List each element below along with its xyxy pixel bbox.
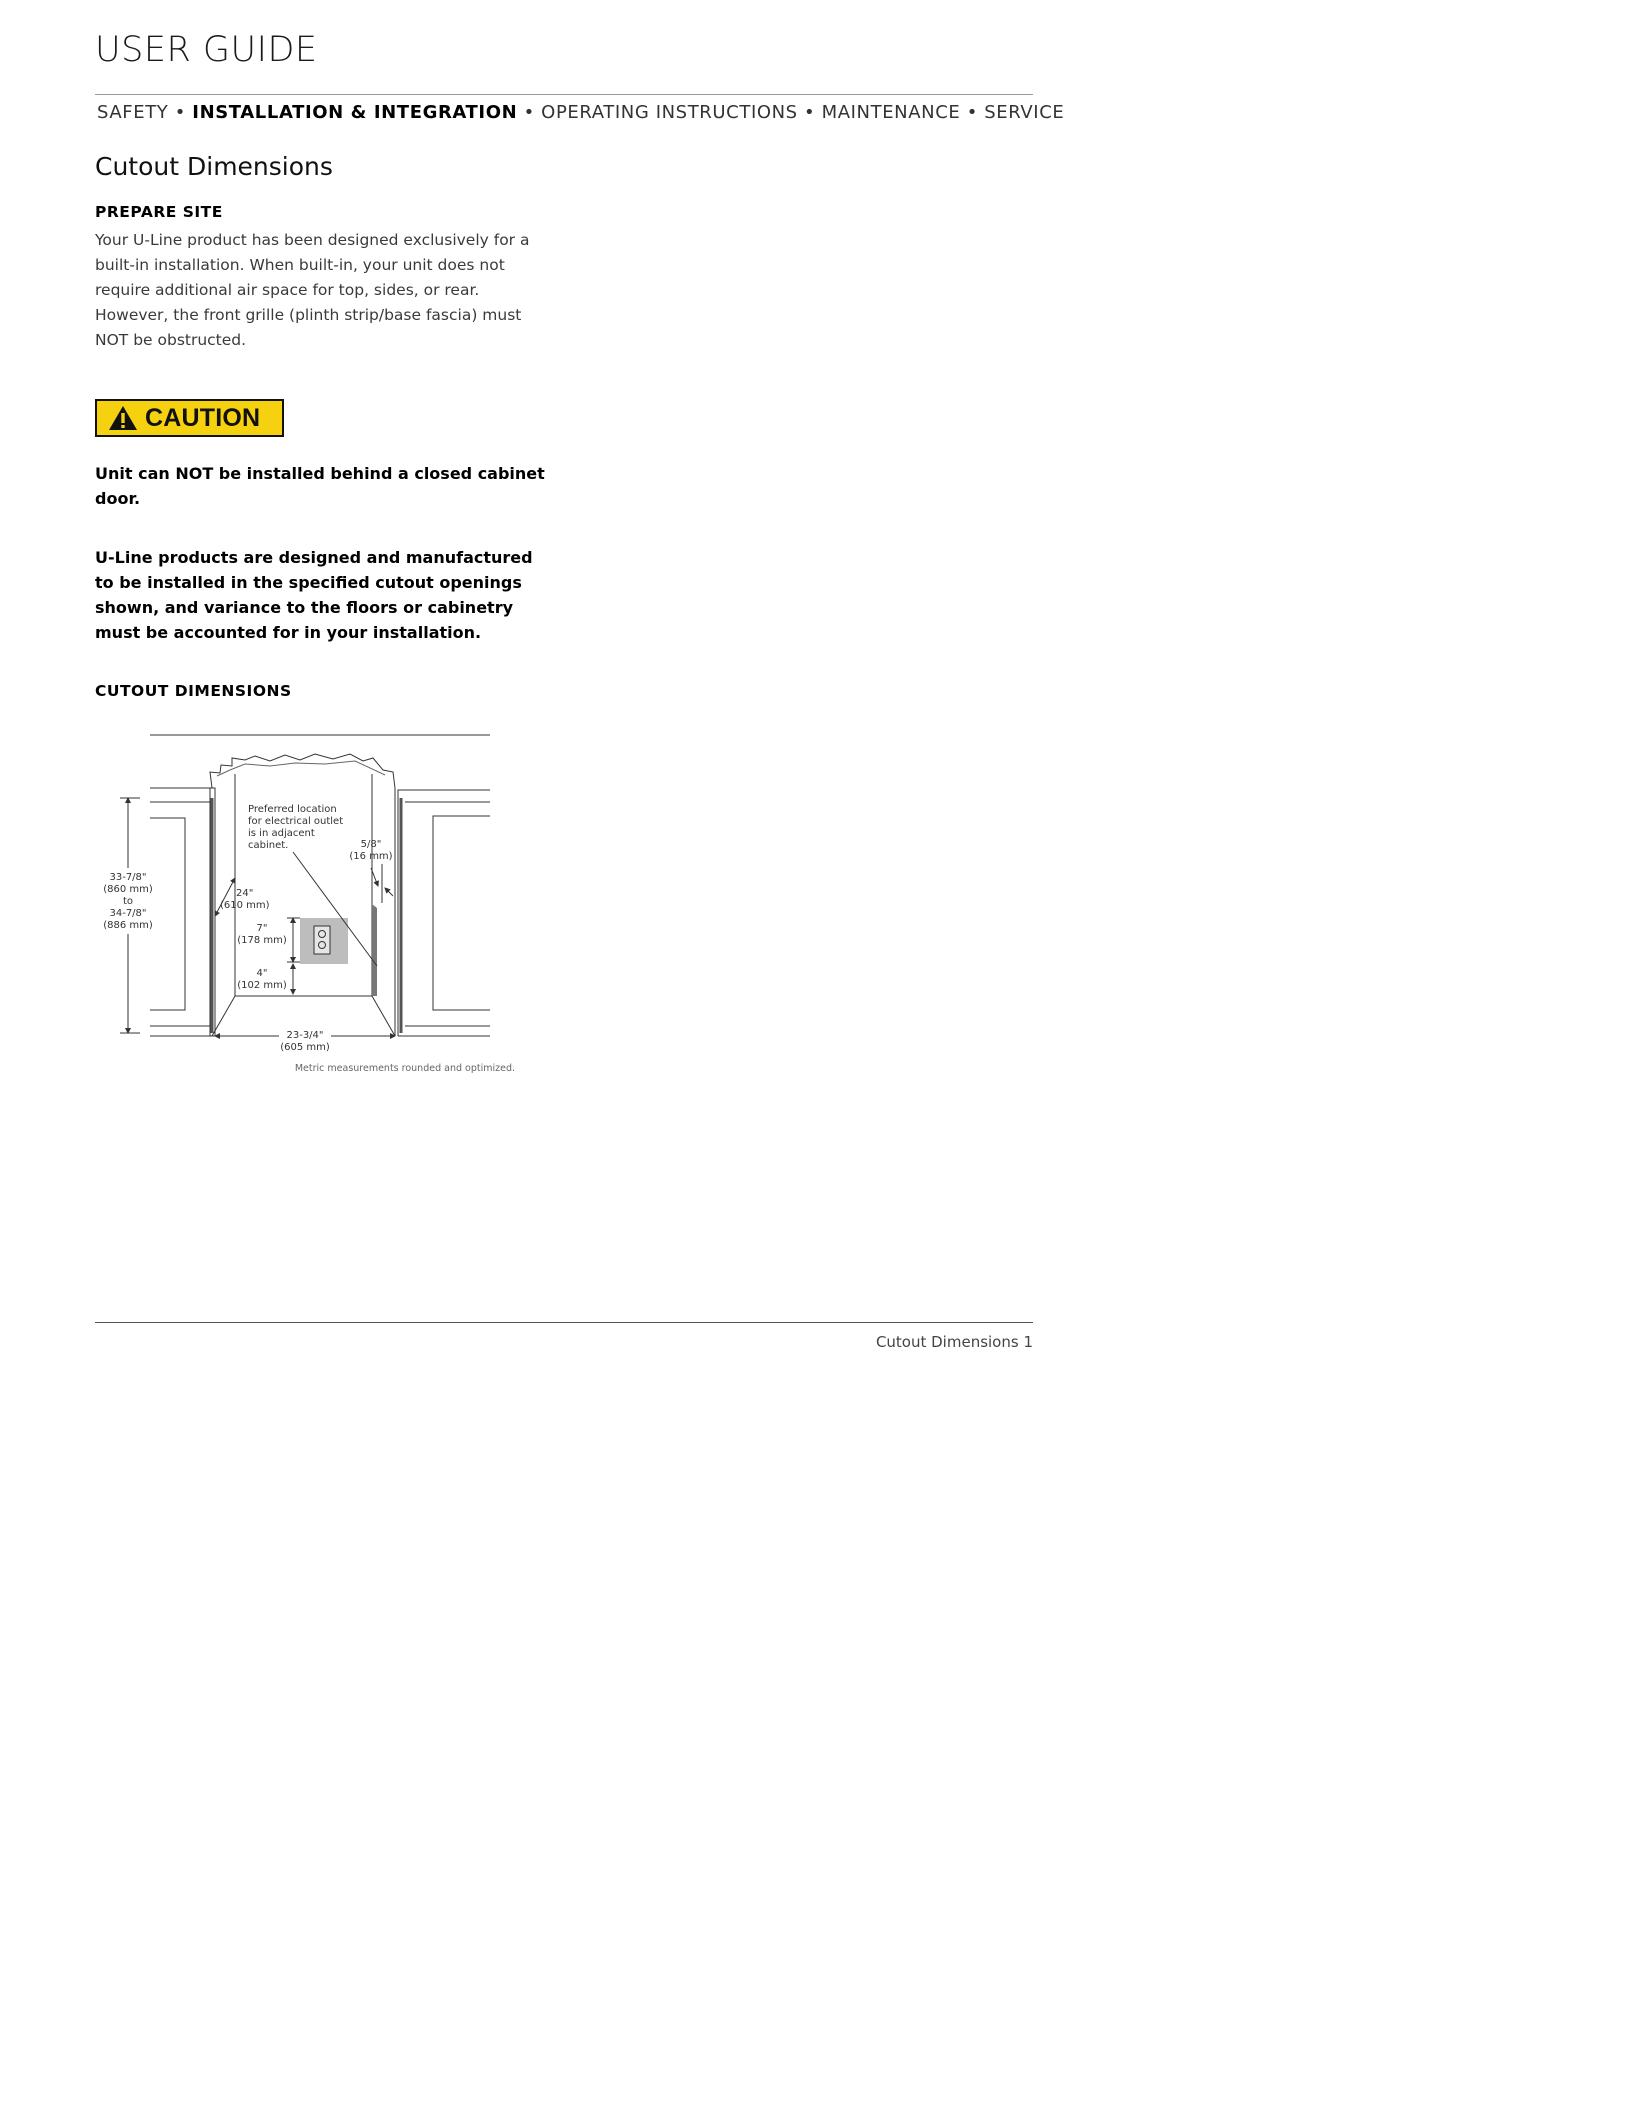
outlet-floor-label-1: 4" [256, 968, 268, 979]
nav-current-installation: INSTALLATION & INTEGRATION [192, 102, 518, 123]
outlet-note-line2: for electrical outlet [248, 816, 344, 827]
section-heading: Cutout Dimensions [95, 152, 333, 181]
nav-separator: • [960, 102, 985, 123]
height-label-2: (860 mm) [103, 884, 153, 895]
left-cabinet [150, 788, 215, 1036]
caution-warning-2: U-Line products are designed and manufactured to be installed in the specified cutout openings shown, and variance to the floors or cabinetry must be accounted for in your installation. [95, 548, 533, 642]
outlet-height-label-1: 7" [256, 923, 268, 934]
width-label-1: 23-3/4" [286, 1030, 324, 1041]
right-cabinet [398, 790, 490, 1036]
document-title: USER GUIDE [95, 30, 318, 70]
nav-separator: • [797, 102, 822, 123]
height-label-4: 34-7/8" [109, 908, 147, 919]
nav-operating: OPERATING INSTRUCTIONS [541, 102, 798, 123]
nav-service: SERVICE [984, 102, 1065, 123]
page-footer: Cutout Dimensions 1 [875, 1333, 1033, 1351]
depth-label-1: 24" [236, 888, 254, 899]
outlet-note-line1: Preferred location [248, 804, 337, 815]
outlet-note-line3: is in adjacent [248, 828, 315, 839]
metric-footnote: Metric measurements rounded and optimized. [294, 1063, 515, 1074]
height-label-5: (886 mm) [103, 920, 153, 931]
section-breadcrumb [97, 102, 1064, 123]
outlet-floor-label-2: (102 mm) [237, 980, 287, 991]
prepare-site-paragraph: Your U-Line product has been designed exclusively for a built-in installation. When built-in, your unit does not require additional air space for top, sides, or rear. However, the front grille (plinth strip/base fascia) must NOT be obstructed. [95, 231, 530, 349]
wall-break-top [210, 754, 395, 788]
floor-right-edge [372, 996, 395, 1036]
header-divider [95, 94, 1033, 95]
side-gap-label-2: (16 mm) [349, 851, 393, 862]
wall-break-inner [217, 761, 385, 776]
nav-separator: • [168, 102, 193, 123]
depth-label-2: (610 mm) [220, 900, 270, 911]
cutout-dimensions-heading: CUTOUT DIMENSIONS [95, 682, 292, 700]
height-label-3: to [122, 896, 134, 907]
width-label-2: (605 mm) [280, 1042, 330, 1053]
height-label-1: 33-7/8" [109, 872, 147, 883]
prepare-site-heading: PREPARE SITE [95, 203, 223, 221]
warning-triangle-icon [107, 404, 139, 432]
footer-divider [95, 1322, 1033, 1323]
caution-warning-1: Unit can NOT be installed behind a closed cabinet door. [95, 464, 545, 508]
caution-label [95, 399, 284, 437]
nav-separator: • [517, 102, 542, 123]
side-gap-label-1: 5/8" [360, 839, 382, 850]
cutout-dimensions-diagram [95, 728, 535, 1088]
caution-text: CAUTION [145, 403, 261, 432]
side-panel-shade [372, 904, 377, 996]
side-gap-arrow-right [385, 888, 393, 896]
outlet-height-label-2: (178 mm) [237, 935, 287, 946]
nav-maintenance: MAINTENANCE [821, 102, 961, 123]
nav-safety: SAFETY [97, 102, 169, 123]
outlet-note-line4: cabinet. [248, 840, 289, 851]
